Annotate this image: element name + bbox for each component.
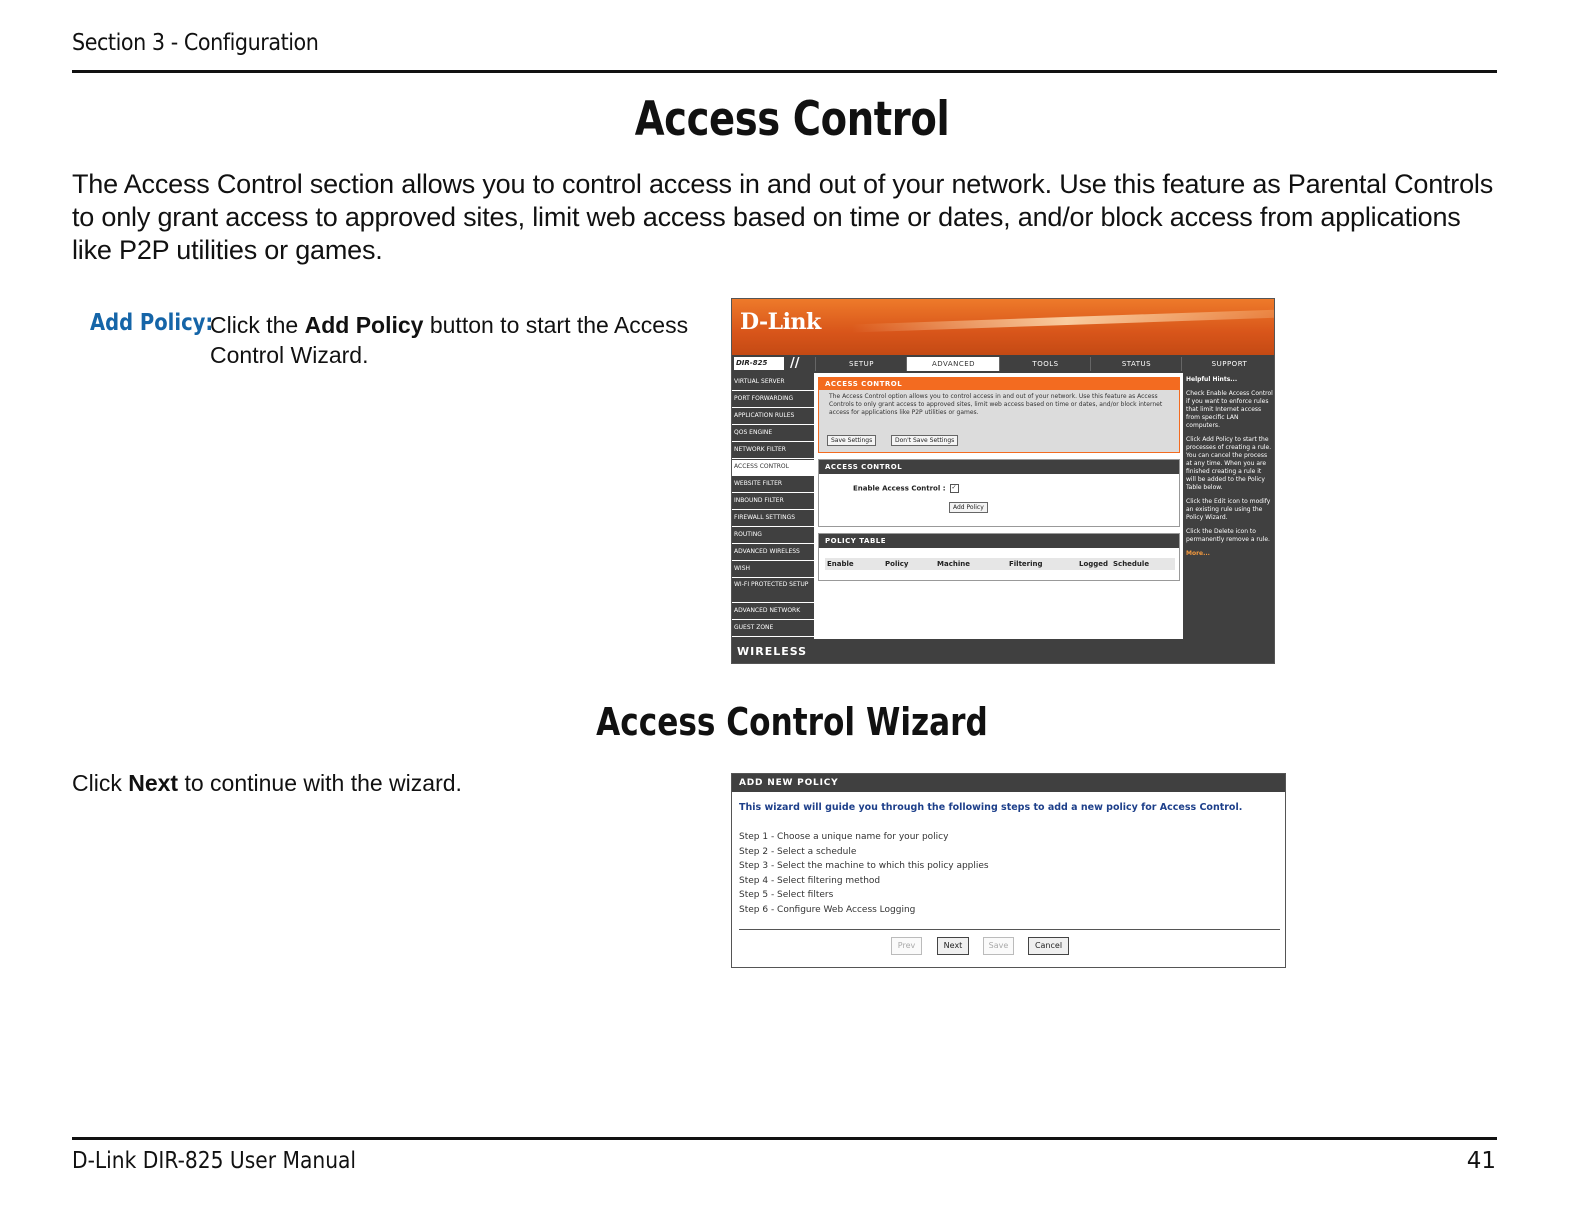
slashes-icon: // [790,356,800,371]
header-rule [72,70,1497,73]
access-control-panel [818,459,1180,527]
enable-checkbox[interactable]: ✓ [951,484,957,491]
tab-support[interactable]: SUPPORT [1181,357,1275,371]
wizard-header: ADD NEW POLICY [732,774,1285,792]
nav-item[interactable]: PORT FORWARDING [732,392,814,408]
nav-item[interactable]: QOS ENGINE [732,426,814,442]
enable-label: Enable Access Control : [853,484,946,493]
nav-item[interactable]: WISH [732,562,814,578]
wizard-intro: This wizard will guide you through the following steps to add a new policy for Access Control. [739,802,1243,813]
policy-table-columns [825,558,1175,570]
manual-name: D-Link DIR-825 User Manual [72,1148,357,1174]
helpful-hints [1183,373,1275,639]
hint-text: Check Enable Access Control if you want to enforce rules that limit Internet access from specific LAN computers. [1186,390,1273,429]
router-main [814,373,1183,639]
nav-item[interactable]: NETWORK FILTER [732,443,814,459]
dont-save-settings-button[interactable]: Don't Save Settings [891,435,958,446]
ac-intro-text: The Access Control option allows you to control access in and out of your network. Use this feature as Access Controls to only grant access to approved sites, limit web access based on time or dates, and/or block internet access for applications like P2P utilities or games. [829,393,1163,416]
col-enable: Enable [827,560,854,568]
save-settings-button[interactable]: Save Settings [827,435,876,446]
save-button[interactable]: Save [983,937,1014,955]
tab-advanced[interactable]: ADVANCED [906,357,1000,371]
hint-text: Click the Edit icon to modify an existing rule using the Policy Wizard. [1186,498,1271,521]
wizard-step: Step 6 - Configure Web Access Logging [739,904,916,915]
next-button[interactable]: Next [937,937,969,955]
policy-table-header: POLICY TABLE [819,534,1179,548]
wizard-divider [739,929,1280,930]
wizard-step: Step 4 - Select filtering method [739,875,881,886]
tab-tools[interactable]: TOOLS [999,357,1091,371]
hint-text: Click Add Policy to start the processes of creating a rule. You can cancel the process at any time. When you are finished creating a rule it will be added to the Policy Table below. [1186,436,1272,491]
col-schedule: Schedule [1113,560,1150,568]
wizard-instruction: Click Next to continue with the wizard. [72,770,462,796]
model-label: DIR-825 [734,357,784,370]
dlink-banner [732,299,1275,355]
col-filtering: Filtering [1009,560,1043,568]
wizard-screenshot [731,773,1286,968]
left-nav [732,373,814,639]
add-policy-button[interactable]: Add Policy [949,502,988,513]
nav-item[interactable]: VIRTUAL SERVER [732,375,814,391]
footer-rule [72,1137,1497,1140]
wizard-step: Step 1 - Choose a unique name for your policy [739,832,949,842]
col-machine: Machine [937,560,970,568]
cancel-button[interactable]: Cancel [1028,937,1069,955]
add-policy-term: Add Policy: [90,310,214,336]
wireless-footer: WIRELESS [732,639,1275,664]
hint-text: Click the Delete icon to permanently remove a rule. [1186,528,1270,543]
tab-status[interactable]: STATUS [1090,357,1182,371]
wizard-steps [739,830,989,918]
nav-item[interactable]: FIREWALL SETTINGS [732,511,814,527]
nav-item[interactable]: GUEST ZONE [732,621,814,637]
wizard-step: Step 5 - Select filters [739,890,834,901]
prev-button[interactable]: Prev [891,937,922,955]
page-title: Access Control [634,92,950,147]
page-number: 41 [1466,1148,1496,1174]
tab-setup[interactable]: SETUP [815,357,907,371]
nav-item[interactable]: ADVANCED NETWORK [732,604,814,620]
ac-panel-header: ACCESS CONTROL [819,460,1179,474]
router-screenshot [731,298,1275,664]
add-policy-description: Click the Add Policy button to start the Access Control Wizard. [210,312,689,368]
policy-table-panel [818,533,1180,581]
nav-item[interactable]: APPLICATION RULES [732,409,814,425]
hints-title: Helpful Hints... [1186,376,1238,383]
wizard-step: Step 2 - Select a schedule [739,846,857,857]
wizard-section-title: Access Control Wizard [596,700,988,744]
top-navbar [732,355,1275,373]
ac-intro-header: ACCESS CONTROL [819,378,1179,390]
nav-item[interactable]: WEBSITE FILTER [732,477,814,493]
nav-item[interactable]: ADVANCED WIRELESS [732,545,814,561]
wizard-step: Step 3 - Select the machine to which this policy applies [739,861,989,872]
dlink-logo: D-Link [740,309,821,335]
col-policy: Policy [885,560,909,568]
col-logged: Logged [1079,560,1109,568]
intro-paragraph: The Access Control section allows you to control access in and out of your network. Use this feature as Parental Controls to only grant access to approved sites, limit web access based on time or dates, and/or block access from applications like P2P utilities or games. [72,169,1494,265]
nav-item[interactable]: WI-FI PROTECTED SETUP [732,579,814,603]
more-link[interactable]: More... [1186,550,1210,557]
section-header: Section 3 - Configuration [72,30,319,56]
nav-item[interactable]: ROUTING [732,528,814,544]
access-control-intro-box [818,377,1180,453]
nav-item[interactable]: INBOUND FILTER [732,494,814,510]
enable-access-control-row [853,484,959,493]
nav-item-access-control[interactable]: ACCESS CONTROL [732,460,814,476]
